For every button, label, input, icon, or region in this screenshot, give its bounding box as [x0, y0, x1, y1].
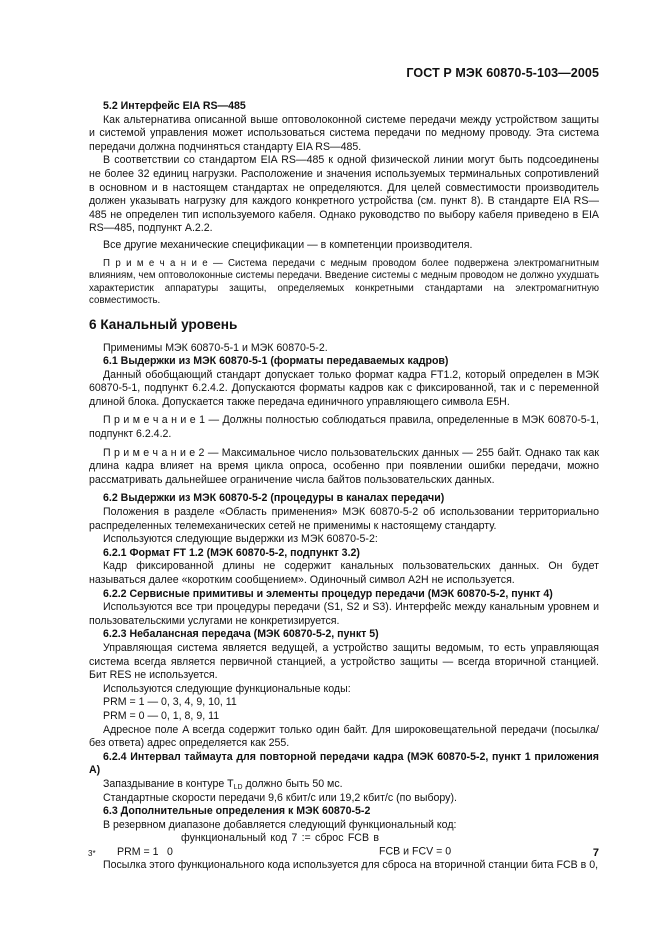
- loop-delay-subscript: LD: [233, 783, 243, 791]
- function-codes-prm-0: PRM = 0 — 0, 1, 8, 9, 11: [103, 709, 220, 722]
- section-5-2-paragraph-3: Все другие механические спецификации — в компетенции производителя.: [103, 238, 473, 251]
- section-6-2-4-heading: 6.2.4 Интервал таймаута для повторной передачи кадра (МЭК 60870-5-2, пункт 1 приложения A): [89, 750, 599, 777]
- loop-delay-text: Запаздывание в контуре T: [103, 777, 234, 790]
- section-5-2-paragraph-1: Как альтернатива описанной выше оптоволоконной системе передачи между устройством защиты и системой управления может использоваться система передачи по медному проводу. Эта система передачи должна подчиняться стандарту EIA RS—485.: [89, 113, 599, 153]
- section-6-3-paragraph-2: Посылка этого функционального кода используется для сброса на вторичной станции бита FCB в 0,: [103, 859, 599, 872]
- code-prm: PRM = 1: [117, 845, 159, 858]
- section-6-2-paragraph-1: Положения в разделе «Область применения» МЭК 60870-5-2 об использовании территориально распределенных телемеханических сетей не применимы к настоящему стандарту.: [89, 506, 599, 532]
- section-6-2-3-paragraph-2: Используются следующие функциональные коды:: [103, 682, 351, 695]
- section-6-3-code-line: [89, 832, 599, 859]
- section-6-2-3-paragraph-1: Управляющая система является ведущей, а устройство защиты ведомым, то есть управляющая система всегда является первичной станцией, а устройство защиты — всегда вторичной станцией. Бит RES не используется.: [89, 641, 599, 682]
- section-6-2-4-paragraph-2: Стандартные скорости передачи 9,6 кбит/с или 19,2 кбит/с (по выбору).: [103, 791, 457, 804]
- page-header-standard-title: ГОСТ Р МЭК 60870-5-103—2005: [406, 66, 599, 80]
- section-6-2-1-paragraph-1: Кадр фиксированной длины не содержит канальных пользовательских данных. Он будет называться далее «коротким сообщением». Одиночный символ A2H не используется.: [89, 560, 599, 586]
- section-6-2-1-heading: 6.2.1 Формат FT 1.2 (МЭК 60870-5-2, подпункт 3.2): [103, 546, 360, 559]
- section-6-2-4-paragraph-1: [89, 778, 599, 792]
- section-6-1-note-2: [89, 447, 599, 488]
- section-6-2-2-paragraph-1: Используются все три процедуры передачи (S1, S2 и S3). Интерфейс между канальным уровнем и пользовательскими услугами не конкретизируется.: [89, 601, 599, 627]
- note-1-text: — Должны полностью соблюдаться правила, определенные в МЭК 60870-5-1, подпункт 6.2.4.2.: [89, 414, 600, 441]
- loop-delay-value: должно быть 50 мс.: [242, 777, 343, 790]
- note-2-text: — Максимальное число пользовательских данных — 255 байт. Однако так как длина кадра влияет на время цикла опроса, особенно при появлении ошибки передачи, можно рассматривать дальнейшее ограничение числа байтов пользовательских данных.: [89, 446, 599, 486]
- section-5-2-heading: 5.2 Интерфейс EIA RS—485: [103, 100, 246, 112]
- section-6-2-heading: 6.2 Выдержки из МЭК 60870-5-2 (процедуры в каналах передачи): [103, 492, 445, 505]
- section-6-1-note-1: [89, 414, 599, 441]
- section-6-paragraph-1: Применимы МЭК 60870-5-1 и МЭК 60870-5-2.: [103, 341, 328, 354]
- code-fcb-fcv: FCB и FCV = 0: [379, 845, 452, 858]
- function-codes-prm-1: PRM = 1 — 0, 3, 4, 9, 10, 11: [103, 696, 237, 709]
- section-5-2-note: [89, 258, 599, 308]
- section-5-2-paragraph-2: В соответствии со стандартом EIA RS—485 к одной физической линии могут быть подсоединены не более 32 единиц нагрузки. Расположение и значения используемых терминальных сопротивлений в основном и в настоящем стандартах не определяются. Для целей совместимости производитель должен указывать нагрузку для каждого конкретного устройства (см. пункт 8). В стандарте EIA RS—485 не определен тип используемого кабеля. Однако руководство по выбору кабеля приведено в EIA RS—485, подпункт A.2.2.: [89, 154, 599, 235]
- section-6-3-heading: 6.3 Дополнительные определения к МЭК 60870-5-2: [103, 805, 371, 818]
- note-label: П р и м е ч а н и е: [103, 257, 208, 269]
- section-6-heading: 6 Канальный уровень: [89, 316, 238, 332]
- section-6-3-paragraph-1: В резервном диапазоне добавляется следующий функциональный код:: [103, 818, 457, 831]
- section-6-1-paragraph-1: Данный обобщающий стандарт допускает только формат кадра FT1.2, который определен в МЭК 60870-5-1, подпункт 6.2.4.2. Допускаются форматы кадров как с фиксированной, так и с переменной длиной блока. Допускается также передача единичного управляющего символа E5H.: [89, 368, 599, 408]
- section-6-2-2-heading: 6.2.2 Сервисные примитивы и элементы процедур передачи (МЭК 60870-5-2, пункт 4): [103, 587, 553, 600]
- page-number: 7: [592, 847, 599, 859]
- section-6-2-3-paragraph-3: Адресное поле A всегда содержит только один байт. Для широковещательной передачи (посылка/без ответа) адрес определяется как 255.: [89, 723, 599, 750]
- note-1-label: П р и м е ч а н и е 1: [103, 414, 206, 427]
- section-6-1-heading: 6.1 Выдержки из МЭК 60870-5-1 (форматы передаваемых кадров): [103, 355, 449, 368]
- footer-sheet-mark: 3*: [88, 849, 96, 858]
- note-2-label: П р и м е ч а н и е 2: [103, 446, 205, 459]
- section-6-2-3-heading: 6.2.3 Небалансная передача (МЭК 60870-5-2, пункт 5): [103, 628, 379, 641]
- page-body: [89, 100, 599, 873]
- section-6-2-paragraph-2: Используются следующие выдержки из МЭК 60870-5-2:: [103, 533, 378, 546]
- note-text: — Система передачи с медным проводом более подвержена электромагнитным влияниям, чем оптоволоконные системы передачи. Введение системы с медным проводом не должно ухудшать характеристик аппаратуры защиты, определяемых конкретными стандартами на электромагнитную совместимость.: [89, 257, 599, 307]
- code-function: функциональный код 7 := сброс FCB в 0: [167, 832, 379, 858]
